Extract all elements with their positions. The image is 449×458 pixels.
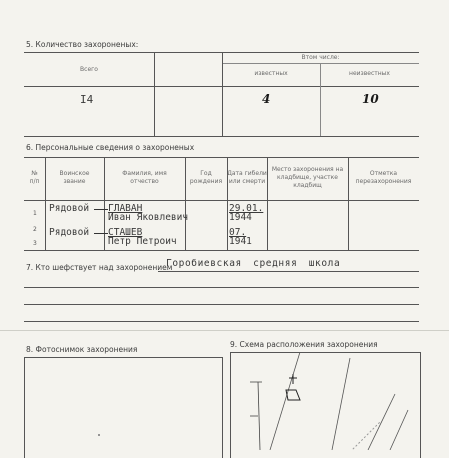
known-value: 4 bbox=[262, 92, 271, 106]
row3-death-year: 1941 bbox=[229, 236, 252, 247]
col-total-header: Всего bbox=[80, 66, 98, 73]
col-name-header: Фамилия, имя отчество bbox=[122, 170, 167, 185]
row-num: 1 bbox=[33, 210, 37, 217]
row-num: 3 bbox=[33, 240, 37, 247]
col-known-header: известных bbox=[254, 70, 288, 77]
section5-title: 5. Количество захороненых: bbox=[26, 40, 139, 49]
unknown-value: 10 bbox=[362, 92, 379, 106]
total-value: I4 bbox=[80, 93, 94, 106]
row1-death-year: 1944 bbox=[229, 212, 252, 223]
burial-scheme-drawing bbox=[230, 352, 420, 450]
row-num: 2 bbox=[33, 226, 37, 233]
patron-value: Горобиевская средняя школа bbox=[166, 258, 341, 269]
section9-title: 9. Схема расположения захоронения bbox=[230, 340, 378, 349]
row3-death-date: 07. bbox=[229, 227, 247, 238]
col-rank-header: Воинское звание bbox=[59, 170, 90, 185]
row1-given-name: Иван Яковлевич bbox=[108, 212, 189, 223]
row3-rank: Рядовой bbox=[49, 227, 90, 238]
photo-box bbox=[24, 357, 223, 458]
row3-surname: СТАШЕВ bbox=[108, 227, 143, 238]
col-unknown-header: неизвестных bbox=[349, 70, 390, 77]
section8-title: 8. Фотоснимок захоронения bbox=[26, 345, 138, 354]
col-num-header: № п/п bbox=[29, 170, 40, 185]
section6-title: 6. Персональные сведения о захороненых bbox=[26, 143, 195, 152]
row1-rank: Рядовой bbox=[49, 203, 90, 214]
row1-surname: ГЛАВАН bbox=[108, 203, 143, 214]
col-birth-header: Год рождения bbox=[189, 170, 223, 185]
col-including-header: Втом числе: bbox=[301, 54, 340, 61]
col-place-header: Место захоронения на кладбище, участке кладбищ bbox=[271, 166, 344, 189]
col-death-header: Дата гибели или смерти bbox=[227, 170, 267, 185]
row3-given-name: Петр Петроич bbox=[108, 236, 177, 247]
row1-death-date: 29.01. bbox=[229, 203, 264, 214]
section7-title: 7. Кто шефствует над захоронением bbox=[26, 263, 173, 272]
col-mark-header: Отметка перезахоронения bbox=[355, 170, 412, 185]
photo-speck bbox=[98, 434, 100, 436]
